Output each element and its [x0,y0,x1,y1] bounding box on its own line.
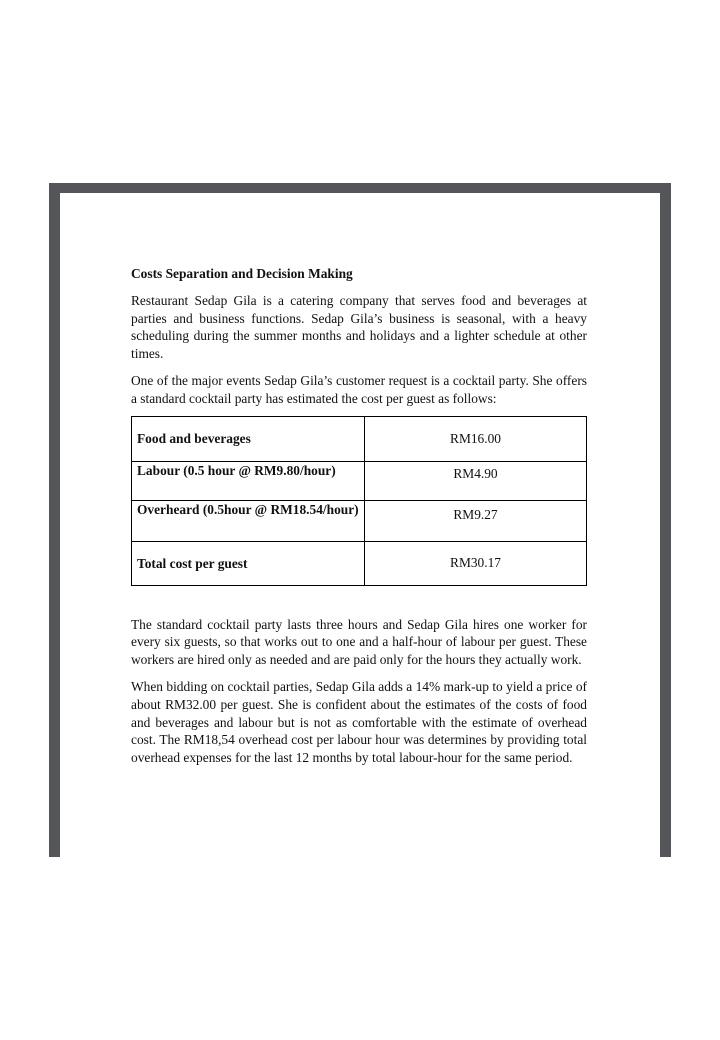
paragraph-cocktail-party: One of the major events Sedap Gila’s customer request is a cocktail party. She offers a standard cocktail party has estimated the cost per guest as follows: [131,373,587,406]
document-title: Costs Separation and Decision Making [131,266,353,281]
cost-value: RM30.17 [365,541,587,585]
cost-value: RM4.90 [365,461,587,500]
paragraph-intro: Restaurant Sedap Gila is a catering company that serves food and beverages at parties and business functions. Sedap Gila’s business is seasonal, with a heavy scheduling during the summer months and holidays and a lighter schedule at other times. [131,293,587,361]
cost-label: Overheard (0.5hour @ RM18.54/hour) [132,500,365,541]
cost-label: Food and beverages [132,416,365,461]
cost-label: Total cost per guest [132,541,365,585]
cost-value: RM16.00 [365,416,587,461]
paragraph-labour: The standard cocktail party lasts three hours and Sedap Gila hires one worker for every six guests, so that works out to one and a half-hour of labour per guest. These workers are hired only as needed and are paid only for the hours they actually work. [131,616,587,667]
document-content [131,265,587,776]
table-row [132,500,587,541]
cost-value: RM9.27 [365,500,587,541]
cost-table [131,416,587,586]
table-row [132,461,587,500]
table-row [132,541,587,585]
table-row [132,416,587,461]
cost-label: Labour (0.5 hour @ RM9.80/hour) [132,461,365,500]
document-page [60,193,660,857]
paragraph-bidding: When bidding on cocktail parties, Sedap Gila adds a 14% mark-up to yield a price of about RM32.00 per guest. She is confident about the estimates of the costs of food and beverages and labour but is not as comfortable with the estimate of overhead cost. The RM18,54 overhead cost per labour hour was determines by providing total overhead expenses for the last 12 months by total labour-hour for the same period. [131,679,587,765]
